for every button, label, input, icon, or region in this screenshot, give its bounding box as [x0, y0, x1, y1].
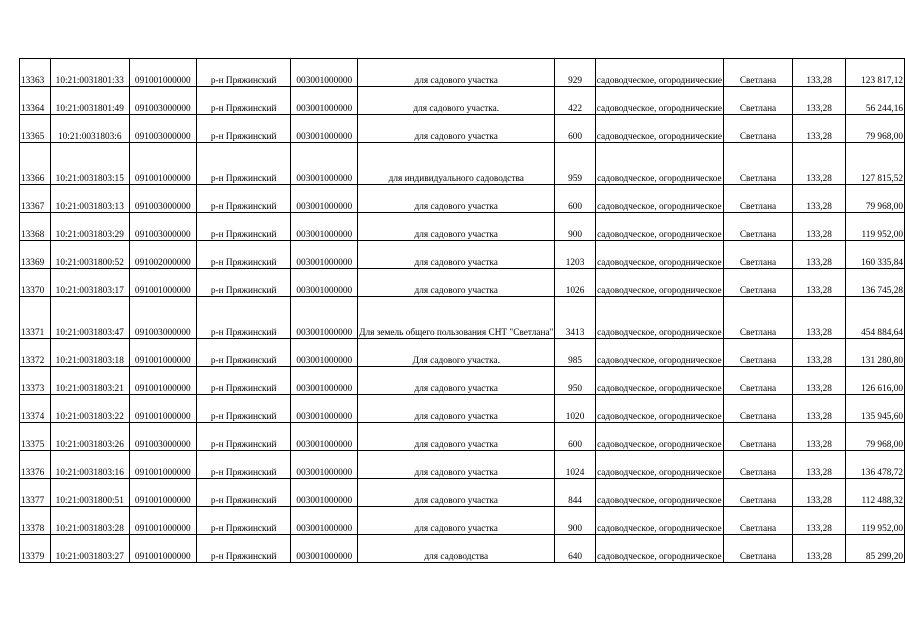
partnership-name-cell: Светлана — [724, 115, 793, 143]
land-area-cell: 1026 — [555, 269, 595, 297]
territory-code-cell: 003001000000 — [291, 213, 358, 241]
district-cell: р-н Пряжинский — [196, 479, 291, 507]
permitted-use-cell: для садоводства — [358, 535, 555, 563]
permitted-use-cell: для садового участка — [358, 395, 555, 423]
table-body — [20, 59, 905, 563]
address-code-cell: 091001000000 — [129, 339, 196, 367]
land-category-cell: садоводческое, огородническое — [595, 213, 723, 241]
cadastral-value-cell: 127 815,52 — [846, 143, 905, 185]
cadastral-value-cell: 454 884,64 — [846, 297, 905, 339]
partnership-name-cell: Светлана — [724, 339, 793, 367]
partnership-name-cell: Светлана — [724, 423, 793, 451]
unit-price-cell: 133,28 — [792, 535, 845, 563]
unit-price-cell: 133,28 — [792, 241, 845, 269]
unit-price-cell: 133,28 — [792, 451, 845, 479]
district-cell: р-н Пряжинский — [196, 185, 291, 213]
table-row — [20, 269, 905, 297]
row-number-cell: 13369 — [20, 241, 51, 269]
address-code-cell: 091001000000 — [129, 367, 196, 395]
land-area-cell: 985 — [555, 339, 595, 367]
cadastral-value-cell: 56 244,16 — [846, 87, 905, 115]
land-category-cell: садоводческое, огородническое — [595, 479, 723, 507]
cadastral-value-cell: 136 745,28 — [846, 269, 905, 297]
land-area-cell: 1203 — [555, 241, 595, 269]
table-row — [20, 339, 905, 367]
permitted-use-cell: для садового участка — [358, 59, 555, 87]
permitted-use-cell: для садового участка — [358, 451, 555, 479]
partnership-name-cell: Светлана — [724, 507, 793, 535]
row-number-cell: 13368 — [20, 213, 51, 241]
table-row — [20, 241, 905, 269]
permitted-use-cell: для садового участка — [358, 185, 555, 213]
territory-code-cell: 003001000000 — [291, 339, 358, 367]
cadastral-number-cell: 10:21:0031800:51 — [50, 479, 129, 507]
permitted-use-cell: для садового участка — [358, 269, 555, 297]
permitted-use-cell: для садового участка — [358, 213, 555, 241]
row-number-cell: 13366 — [20, 143, 51, 185]
table-row — [20, 115, 905, 143]
cadastral-value-cell: 112 488,32 — [846, 479, 905, 507]
cadastral-value-cell: 119 952,00 — [846, 507, 905, 535]
table-row — [20, 297, 905, 339]
row-number-cell: 13376 — [20, 451, 51, 479]
table-row — [20, 213, 905, 241]
district-cell: р-н Пряжинский — [196, 367, 291, 395]
partnership-name-cell: Светлана — [724, 297, 793, 339]
land-area-cell: 600 — [555, 115, 595, 143]
land-area-cell: 422 — [555, 87, 595, 115]
land-area-cell: 600 — [555, 423, 595, 451]
table-row — [20, 507, 905, 535]
district-cell: р-н Пряжинский — [196, 143, 291, 185]
cadastral-value-cell: 79 968,00 — [846, 423, 905, 451]
unit-price-cell: 133,28 — [792, 87, 845, 115]
cadastral-number-cell: 10:21:0031803:26 — [50, 423, 129, 451]
table-row — [20, 87, 905, 115]
land-area-cell: 600 — [555, 185, 595, 213]
cadastral-value-cell: 119 952,00 — [846, 213, 905, 241]
unit-price-cell: 133,28 — [792, 423, 845, 451]
territory-code-cell: 003001000000 — [291, 451, 358, 479]
address-code-cell: 091003000000 — [129, 115, 196, 143]
permitted-use-cell: для садового участка — [358, 423, 555, 451]
territory-code-cell: 003001000000 — [291, 269, 358, 297]
cadastral-number-cell: 10:21:0031803:6 — [50, 115, 129, 143]
land-category-cell: садоводческое, огородническое — [595, 185, 723, 213]
land-category-cell: садоводческое, огороднические — [595, 87, 723, 115]
land-area-cell: 3413 — [555, 297, 595, 339]
territory-code-cell: 003001000000 — [291, 297, 358, 339]
unit-price-cell: 133,28 — [792, 143, 845, 185]
unit-price-cell: 133,28 — [792, 395, 845, 423]
district-cell: р-н Пряжинский — [196, 339, 291, 367]
unit-price-cell: 133,28 — [792, 59, 845, 87]
cadastral-value-table — [19, 58, 905, 563]
permitted-use-cell: для садового участка — [358, 241, 555, 269]
table-row — [20, 423, 905, 451]
district-cell: р-н Пряжинский — [196, 507, 291, 535]
territory-code-cell: 003001000000 — [291, 115, 358, 143]
table-row — [20, 367, 905, 395]
table-row — [20, 59, 905, 87]
territory-code-cell: 003001000000 — [291, 395, 358, 423]
table-row — [20, 479, 905, 507]
cadastral-number-cell: 10:21:0031803:18 — [50, 339, 129, 367]
cadastral-number-cell: 10:21:0031803:17 — [50, 269, 129, 297]
land-category-cell: садоводческое, огородническое — [595, 367, 723, 395]
cadastral-value-cell: 131 280,80 — [846, 339, 905, 367]
address-code-cell: 091003000000 — [129, 213, 196, 241]
cadastral-number-cell: 10:21:0031803:15 — [50, 143, 129, 185]
unit-price-cell: 133,28 — [792, 367, 845, 395]
address-code-cell: 091001000000 — [129, 269, 196, 297]
land-category-cell: садоводческое, огородническое — [595, 339, 723, 367]
permitted-use-cell: для садового участка — [358, 479, 555, 507]
address-code-cell: 091003000000 — [129, 87, 196, 115]
territory-code-cell: 003001000000 — [291, 87, 358, 115]
cadastral-number-cell: 10:21:0031803:28 — [50, 507, 129, 535]
land-category-cell: садоводческое, огородническое — [595, 297, 723, 339]
partnership-name-cell: Светлана — [724, 213, 793, 241]
land-area-cell: 900 — [555, 213, 595, 241]
land-category-cell: садоводческое, огороднические — [595, 115, 723, 143]
row-number-cell: 13377 — [20, 479, 51, 507]
cadastral-number-cell: 10:21:0031803:16 — [50, 451, 129, 479]
district-cell: р-н Пряжинский — [196, 115, 291, 143]
land-category-cell: садоводческое, огородническое — [595, 269, 723, 297]
cadastral-value-cell: 135 945,60 — [846, 395, 905, 423]
partnership-name-cell: Светлана — [724, 241, 793, 269]
address-code-cell: 091001000000 — [129, 143, 196, 185]
cadastral-number-cell: 10:21:0031801:49 — [50, 87, 129, 115]
permitted-use-cell: для садового участка — [358, 507, 555, 535]
table-row — [20, 185, 905, 213]
cadastral-value-cell: 123 817,12 — [846, 59, 905, 87]
permitted-use-cell: для садового участка — [358, 367, 555, 395]
row-number-cell: 13364 — [20, 87, 51, 115]
address-code-cell: 091001000000 — [129, 395, 196, 423]
land-area-cell: 900 — [555, 507, 595, 535]
address-code-cell: 091001000000 — [129, 451, 196, 479]
cadastral-value-cell: 136 478,72 — [846, 451, 905, 479]
row-number-cell: 13379 — [20, 535, 51, 563]
district-cell: р-н Пряжинский — [196, 297, 291, 339]
territory-code-cell: 003001000000 — [291, 507, 358, 535]
district-cell: р-н Пряжинский — [196, 535, 291, 563]
cadastral-number-cell: 10:21:0031800:52 — [50, 241, 129, 269]
unit-price-cell: 133,28 — [792, 479, 845, 507]
partnership-name-cell: Светлана — [724, 479, 793, 507]
land-category-cell: садоводческое, огороднические — [595, 59, 723, 87]
unit-price-cell: 133,28 — [792, 115, 845, 143]
table-row — [20, 535, 905, 563]
district-cell: р-н Пряжинский — [196, 451, 291, 479]
partnership-name-cell: Светлана — [724, 59, 793, 87]
cadastral-number-cell: 10:21:0031803:21 — [50, 367, 129, 395]
land-category-cell: садоводческое, огородническое — [595, 143, 723, 185]
partnership-name-cell: Светлана — [724, 185, 793, 213]
row-number-cell: 13372 — [20, 339, 51, 367]
territory-code-cell: 003001000000 — [291, 535, 358, 563]
territory-code-cell: 003001000000 — [291, 185, 358, 213]
land-category-cell: садоводческое, огородническое — [595, 241, 723, 269]
cadastral-value-cell: 160 335,84 — [846, 241, 905, 269]
cadastral-value-cell: 79 968,00 — [846, 185, 905, 213]
land-area-cell: 950 — [555, 367, 595, 395]
district-cell: р-н Пряжинский — [196, 395, 291, 423]
cadastral-number-cell: 10:21:0031803:22 — [50, 395, 129, 423]
row-number-cell: 13374 — [20, 395, 51, 423]
address-code-cell: 091001000000 — [129, 507, 196, 535]
territory-code-cell: 003001000000 — [291, 423, 358, 451]
row-number-cell: 13370 — [20, 269, 51, 297]
district-cell: р-н Пряжинский — [196, 59, 291, 87]
cadastral-number-cell: 10:21:0031803:13 — [50, 185, 129, 213]
unit-price-cell: 133,28 — [792, 213, 845, 241]
permitted-use-cell: для садового участка — [358, 115, 555, 143]
cadastral-value-cell: 85 299,20 — [846, 535, 905, 563]
row-number-cell: 13363 — [20, 59, 51, 87]
land-area-cell: 959 — [555, 143, 595, 185]
unit-price-cell: 133,28 — [792, 185, 845, 213]
row-number-cell: 13375 — [20, 423, 51, 451]
unit-price-cell: 133,28 — [792, 339, 845, 367]
cadastral-number-cell: 10:21:0031801:33 — [50, 59, 129, 87]
row-number-cell: 13371 — [20, 297, 51, 339]
land-category-cell: садоводческое, огородническое — [595, 535, 723, 563]
partnership-name-cell: Светлана — [724, 143, 793, 185]
address-code-cell: 091003000000 — [129, 423, 196, 451]
land-category-cell: садоводческое, огородническое — [595, 423, 723, 451]
land-area-cell: 844 — [555, 479, 595, 507]
district-cell: р-н Пряжинский — [196, 241, 291, 269]
permitted-use-cell: Для земель общего пользования СНТ "Светлана" — [358, 297, 555, 339]
unit-price-cell: 133,28 — [792, 297, 845, 339]
table-row — [20, 143, 905, 185]
permitted-use-cell: Для садового участка. — [358, 339, 555, 367]
land-area-cell: 929 — [555, 59, 595, 87]
land-area-cell: 1020 — [555, 395, 595, 423]
row-number-cell: 13373 — [20, 367, 51, 395]
permitted-use-cell: для индивидуального садоводства — [358, 143, 555, 185]
cadastral-number-cell: 10:21:0031803:27 — [50, 535, 129, 563]
cadastral-number-cell: 10:21:0031803:29 — [50, 213, 129, 241]
address-code-cell: 091001000000 — [129, 535, 196, 563]
address-code-cell: 091002000000 — [129, 241, 196, 269]
district-cell: р-н Пряжинский — [196, 213, 291, 241]
territory-code-cell: 003001000000 — [291, 367, 358, 395]
table-row — [20, 451, 905, 479]
land-category-cell: садоводческое, огородническое — [595, 395, 723, 423]
partnership-name-cell: Светлана — [724, 395, 793, 423]
land-category-cell: садоводческое, огородническое — [595, 451, 723, 479]
district-cell: р-н Пряжинский — [196, 269, 291, 297]
row-number-cell: 13367 — [20, 185, 51, 213]
unit-price-cell: 133,28 — [792, 507, 845, 535]
address-code-cell: 091003000000 — [129, 185, 196, 213]
territory-code-cell: 003001000000 — [291, 143, 358, 185]
row-number-cell: 13378 — [20, 507, 51, 535]
partnership-name-cell: Светлана — [724, 87, 793, 115]
cadastral-value-cell: 126 616,00 — [846, 367, 905, 395]
partnership-name-cell: Светлана — [724, 535, 793, 563]
territory-code-cell: 003001000000 — [291, 241, 358, 269]
district-cell: р-н Пряжинский — [196, 87, 291, 115]
territory-code-cell: 003001000000 — [291, 59, 358, 87]
unit-price-cell: 133,28 — [792, 269, 845, 297]
land-area-cell: 1024 — [555, 451, 595, 479]
address-code-cell: 091001000000 — [129, 479, 196, 507]
district-cell: р-н Пряжинский — [196, 423, 291, 451]
partnership-name-cell: Светлана — [724, 451, 793, 479]
address-code-cell: 091003000000 — [129, 297, 196, 339]
partnership-name-cell: Светлана — [724, 269, 793, 297]
address-code-cell: 091001000000 — [129, 59, 196, 87]
row-number-cell: 13365 — [20, 115, 51, 143]
cadastral-number-cell: 10:21:0031803:47 — [50, 297, 129, 339]
partnership-name-cell: Светлана — [724, 367, 793, 395]
territory-code-cell: 003001000000 — [291, 479, 358, 507]
table-row — [20, 395, 905, 423]
land-area-cell: 640 — [555, 535, 595, 563]
land-category-cell: садоводческое, огородническое — [595, 507, 723, 535]
permitted-use-cell: для садового участка. — [358, 87, 555, 115]
cadastral-value-cell: 79 968,00 — [846, 115, 905, 143]
